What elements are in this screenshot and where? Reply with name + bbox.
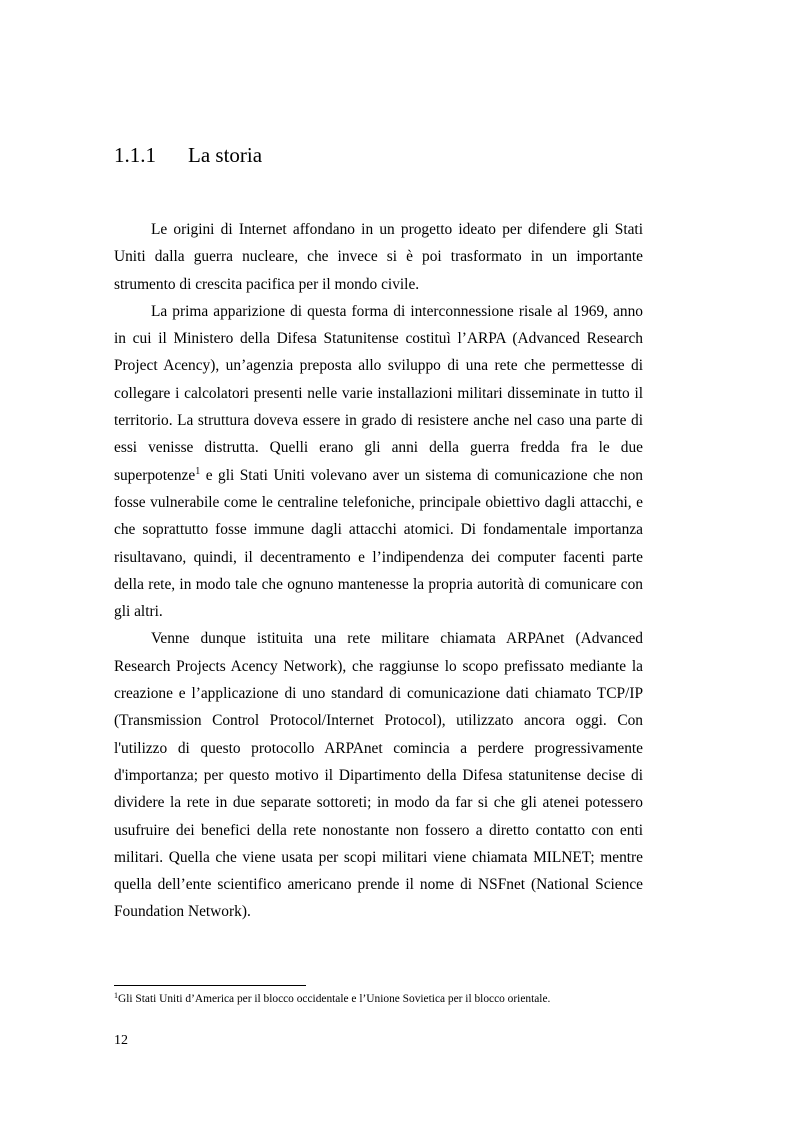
paragraph-origins: Le origini di Internet affondano in un progetto ideato per difendere gli Stati Uniti dalla guerra nucleare, che invece si è poi trasformato in un importante strumento di crescita pacifica per il mondo civile. [114,221,643,293]
footnote-number: 1 [114,991,118,1000]
section-heading [114,142,262,168]
page-number: 12 [114,1033,128,1048]
paragraph-arpa-text-after-note: e gli Stati Uniti volevano aver un sistema di comunicazione che non fosse vulnerabile come le centraline telefoniche, principale obiettivo dagli attacchi, e che soprattutto fosse immune dagli attacchi atomici. Di fondamentale importanza risultavano, quindi, il decentramento e l’indipendenza dei computer facenti parte della rete, in modo tale che ognuno mantenesse la propria autorità di comunicare con gli altri. [114,466,643,621]
section-title: La storia [188,143,263,167]
paragraph-arpanet: Venne dunque istituita una rete militare chiamata ARPAnet (Advanced Research Projects Acency Network), che raggiunse lo scopo prefissato mediante la creazione e l’applicazione di uno standard di comunicazione dati chiamato TCP/IP (Transmission Control Protocol/Internet Protocol), utilizzato ancora oggi. Con l'utilizzo di questo protocollo ARPAnet comincia a perdere progressivamente d'importanza; per questo motivo il Dipartimento della Difesa statunitense decise di dividere la rete in due separate sottoreti; in modo da far si che gli atenei potessero usufruire dei benefici della rete nonostante non fossero a diretto contatto con enti militari. Quella che viene usata per scopi militari viene chiamata MILNET; mentre quella dell’ente scientifico americano prende il nome di NSFnet (National Science Foundation Network). [114,630,643,921]
body-text [114,216,643,926]
section-number: 1.1.1 [114,143,156,167]
paragraph-arpa [114,298,643,626]
footnote-divider [114,985,306,986]
footnote-text: Gli Stati Uniti d’America per il blocco occidentale e l’Unione Sovietica per il blocco orientale. [118,993,551,1005]
footnote-reference: 1 [195,465,201,477]
footnote [114,992,654,1007]
paragraph-arpa-text-before-note: La prima apparizione di questa forma di interconnessione risale al 1969, anno in cui il Ministero della Difesa Statunitense costituì l’ARPA (Advanced Research Project Acency), un’agenzia preposta allo sviluppo di una rete che permettesse di collegare i calcolatori presenti nelle varie installazioni militari disseminate in tutto il territorio. La struttura doveva essere in grado di resistere anche nel caso una parte di essi venisse distrutta. Quelli erano gli anni della guerra fredda fra le due superpotenze [114,302,643,484]
